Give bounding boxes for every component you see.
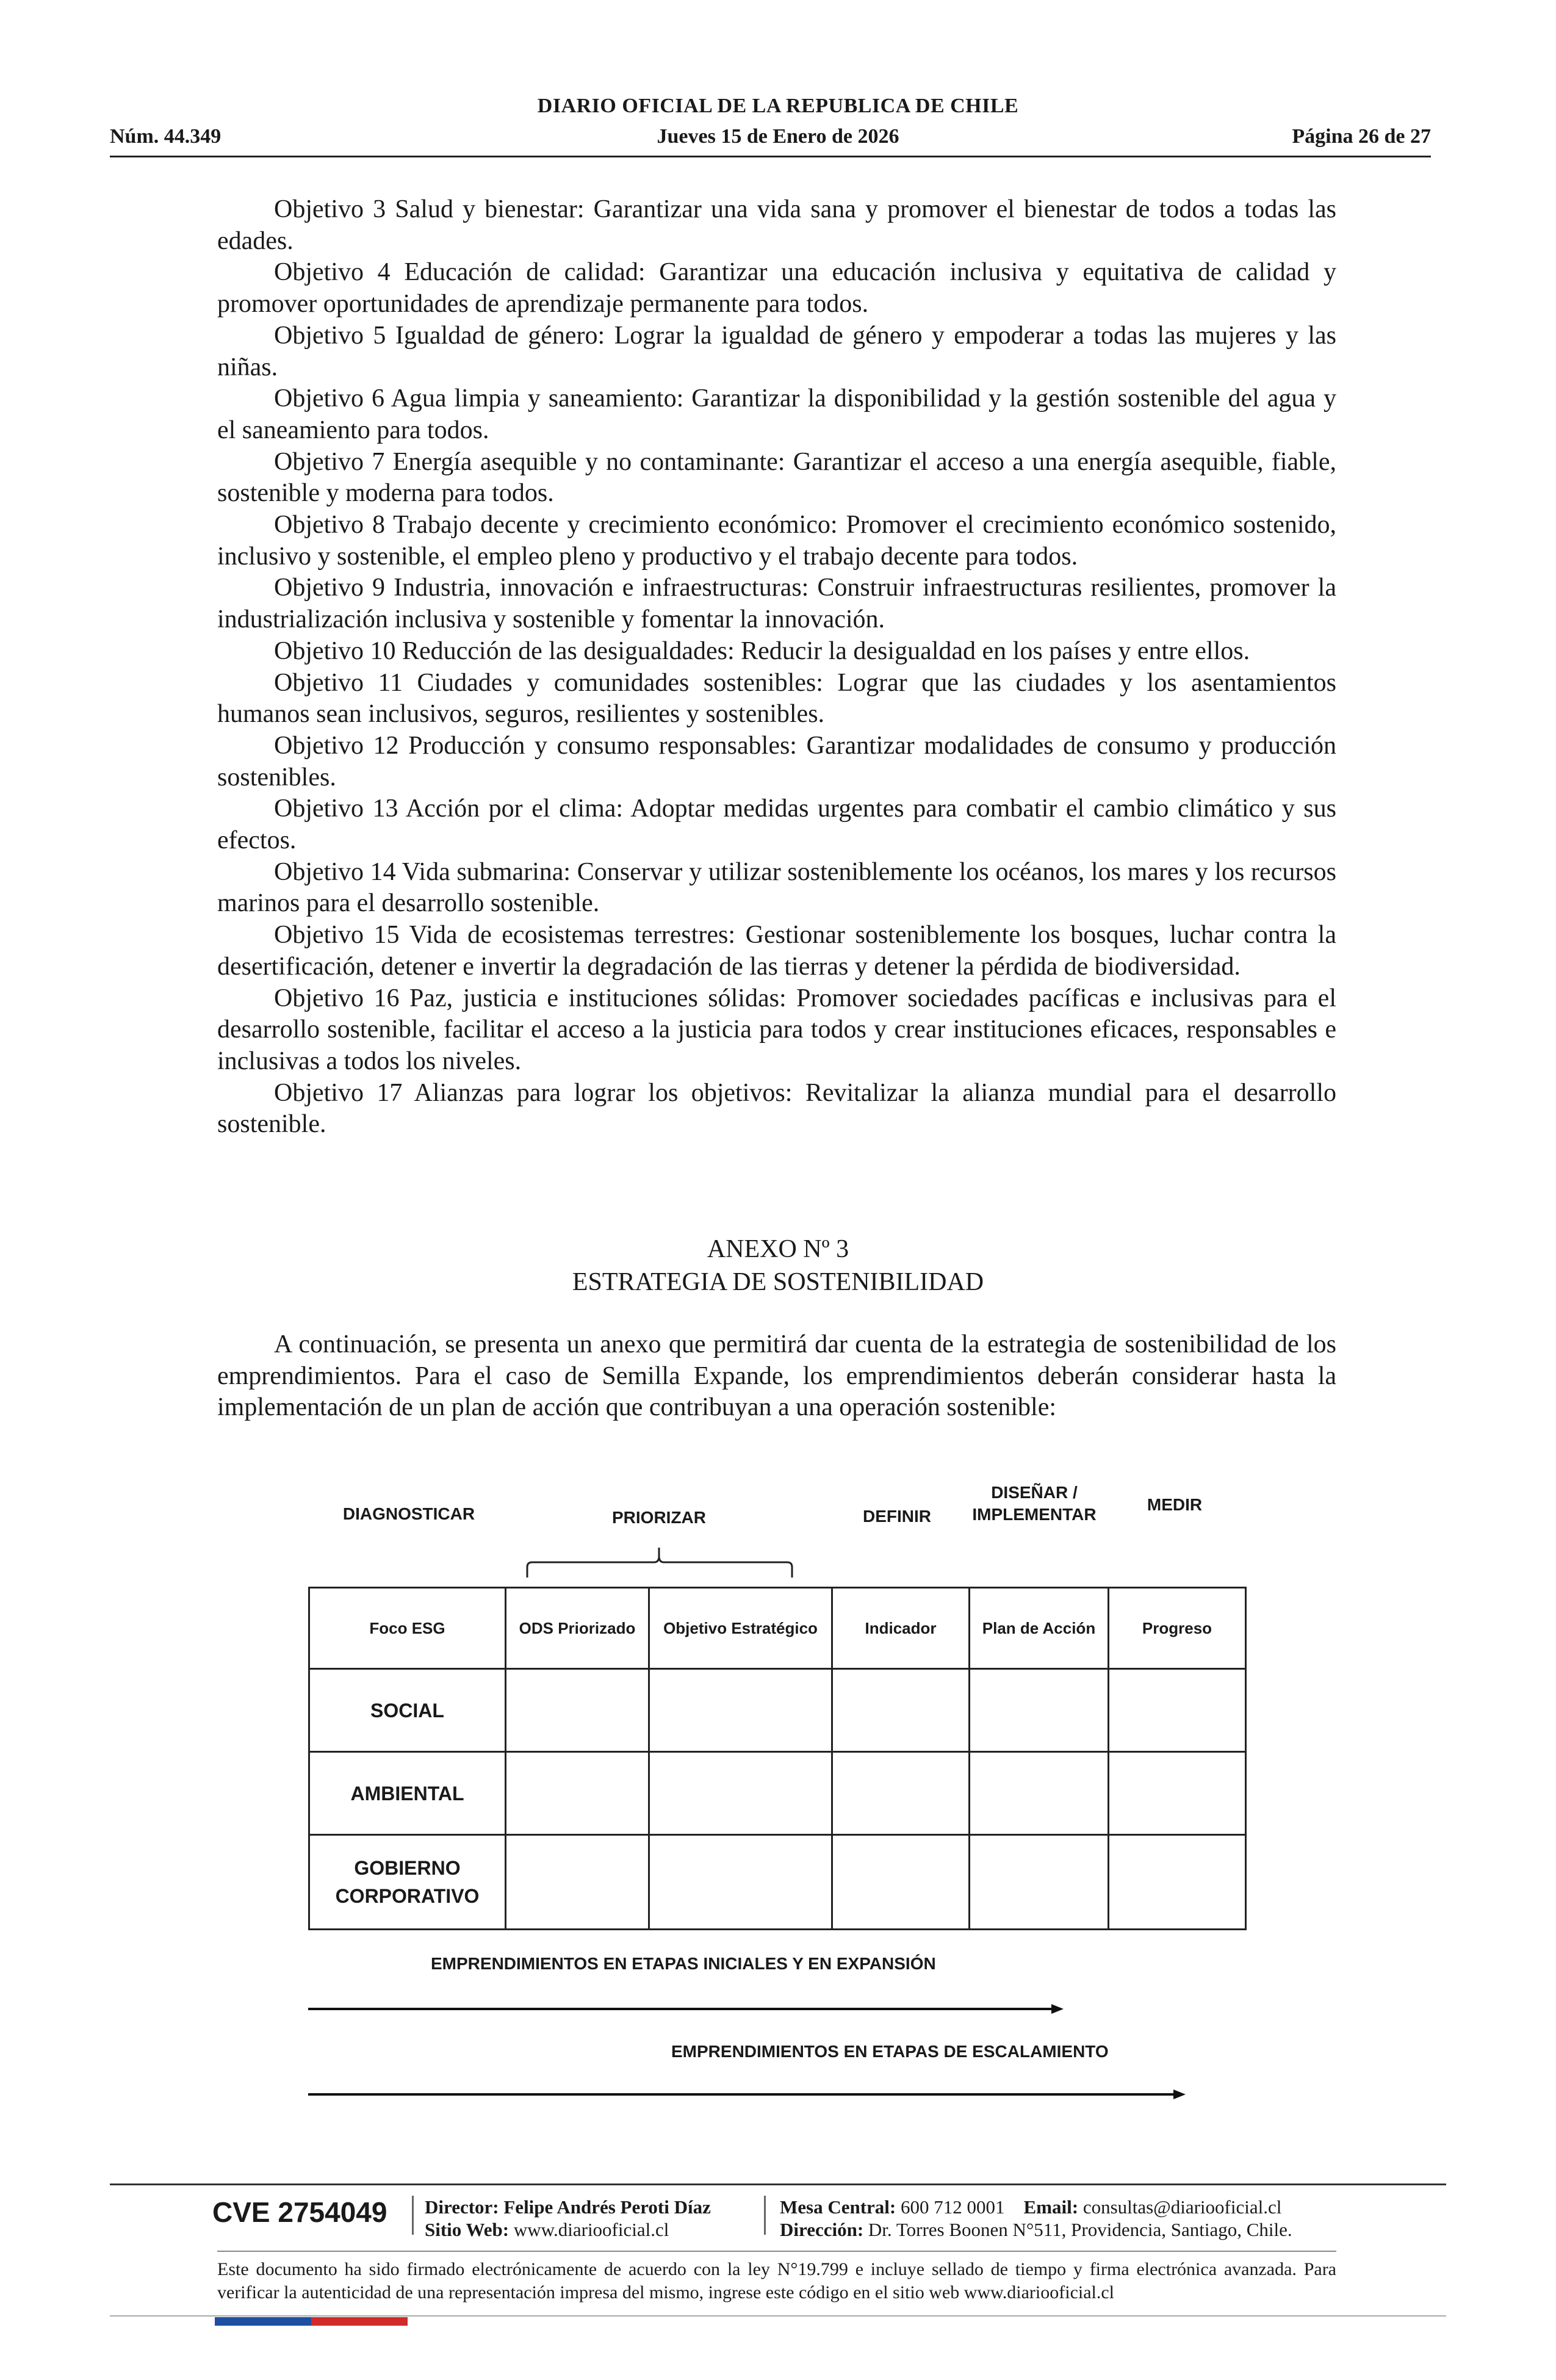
footer-contact-block bbox=[780, 2196, 1292, 2241]
table-cell bbox=[1109, 1835, 1246, 1930]
objective-paragraph: Objetivo 9 Industria, innovación e infraestructuras: Construir infraestructuras resilientes, promover la industrialización inclusiva y sostenible y fomentar la innovación. bbox=[217, 574, 1336, 634]
column-header: Progreso bbox=[1109, 1588, 1246, 1669]
table-cell bbox=[1109, 1669, 1246, 1752]
annex-number: ANEXO Nº 3 bbox=[707, 1235, 849, 1263]
gazette-title: DIARIO OFICIAL DE LA REPUBLICA DE CHILE bbox=[537, 95, 1019, 117]
mesa-label: Mesa Central: bbox=[780, 2196, 896, 2218]
footer-divider bbox=[110, 2315, 1446, 2317]
web-label: Sitio Web: bbox=[425, 2219, 510, 2240]
email-link[interactable]: consultas@diariooficial.cl bbox=[1082, 2196, 1282, 2218]
stage-disenar bbox=[958, 1482, 1111, 1526]
column-header: Foco ESG bbox=[309, 1588, 506, 1669]
row-label: SOCIAL bbox=[309, 1669, 506, 1752]
objective-paragraph: Objetivo 7 Energía asequible y no contaminante: Garantizar el acceso a una energía asequible, fiable, sostenible y moderna para todos. bbox=[217, 447, 1336, 508]
footer-separator bbox=[764, 2196, 766, 2235]
table-cell bbox=[506, 1752, 649, 1835]
mesa-phone: 600 712 0001 bbox=[901, 2196, 1005, 2218]
objective-paragraph: Objetivo 12 Producción y consumo responsables: Garantizar modalidades de consumo y producción sostenibles. bbox=[217, 731, 1336, 792]
objective-paragraph: Objetivo 15 Vida de ecosistemas terrestres: Gestionar sosteniblemente los bosques, luchar contra la desertificación, detener e invertir la degradación de las tierras y detener la pérdida de biodiversidad. bbox=[217, 921, 1336, 981]
table-header-row bbox=[309, 1588, 1246, 1669]
legal-notice: Este documento ha sido firmado electrónicamente de acuerdo con la ley N°19.799 e incluye sellado de tiempo y firma electrónica avanzada. Para verificar la autenticidad de una representación impresa del mismo, ingrese este código en el sitio web www.diariooficial.cl bbox=[217, 2259, 1336, 2302]
row-label bbox=[309, 1835, 506, 1930]
stage-priorizar: PRIORIZAR bbox=[612, 1508, 706, 1527]
strategy-table bbox=[308, 1587, 1247, 1930]
table-cell bbox=[832, 1835, 970, 1930]
header-divider bbox=[110, 156, 1431, 157]
annex-heading bbox=[0, 1233, 1556, 1299]
email-label: Email: bbox=[1023, 2196, 1079, 2218]
objective-paragraph: Objetivo 10 Reducción de las desigualdades: Reducir la desigualdad en los países y entre ellos. bbox=[274, 636, 1250, 665]
table-cell bbox=[970, 1752, 1109, 1835]
objectives-list bbox=[217, 194, 1336, 1141]
table-cell bbox=[832, 1669, 970, 1752]
column-header: ODS Priorizado bbox=[506, 1588, 649, 1669]
arrow-label-initial: EMPRENDIMIENTOS EN ETAPAS INICIALES Y EN EXPANSIÓN bbox=[431, 1954, 936, 1973]
web-link[interactable]: www.diariooficial.cl bbox=[513, 2219, 669, 2240]
director-name: Felipe Andrés Peroti Díaz bbox=[503, 2196, 711, 2218]
issue-date: Jueves 15 de Enero de 2026 bbox=[657, 125, 899, 148]
objective-paragraph: Objetivo 8 Trabajo decente y crecimiento económico: Promover el crecimiento económico sostenido, inclusivo y sostenible, el empleo pleno y productivo y el trabajo decente para todos. bbox=[217, 511, 1336, 571]
table-cell bbox=[649, 1835, 832, 1930]
row-label-line: CORPORATIVO bbox=[335, 1885, 480, 1907]
stage-disenar-line1: DISEÑAR / bbox=[991, 1483, 1078, 1502]
annex-title: ESTRATEGIA DE SOSTENIBILIDAD bbox=[572, 1268, 984, 1296]
priorizar-bracket bbox=[526, 1544, 794, 1581]
issue-number: Núm. 44.349 bbox=[110, 125, 222, 148]
table-cell bbox=[1109, 1752, 1246, 1835]
page-indicator: Página 26 de 27 bbox=[1292, 125, 1431, 148]
arrow-label-scaling: EMPRENDIMIENTOS EN ETAPAS DE ESCALAMIENTO bbox=[671, 2042, 1109, 2061]
table-cell bbox=[970, 1835, 1109, 1930]
stage-disenar-line2: IMPLEMENTAR bbox=[972, 1505, 1097, 1524]
table-cell bbox=[970, 1669, 1109, 1752]
column-header: Plan de Acción bbox=[970, 1588, 1109, 1669]
stage-medir: MEDIR bbox=[1147, 1495, 1203, 1514]
footer-separator bbox=[412, 2196, 414, 2235]
table-cell bbox=[832, 1752, 970, 1835]
objective-paragraph: Objetivo 3 Salud y bienestar: Garantizar una vida sana y promover el bienestar de todos a todas las edades. bbox=[217, 195, 1336, 255]
table-cell bbox=[506, 1835, 649, 1930]
table-cell bbox=[649, 1669, 832, 1752]
objective-paragraph: Objetivo 13 Acción por el clima: Adoptar medidas urgentes para combatir el cambio climático y sus efectos. bbox=[217, 795, 1336, 855]
arrow-scaling bbox=[308, 2087, 1187, 2102]
objective-paragraph: Objetivo 16 Paz, justicia e instituciones sólidas: Promover sociedades pacíficas e inclusivas para el desarrollo sostenible, facilitar el acceso a la justicia para todos y crear instituciones eficaces, responsables e inclusivas a todos los niveles. bbox=[217, 984, 1336, 1075]
flag-stripe-red bbox=[311, 2317, 408, 2326]
objective-paragraph: Objetivo 5 Igualdad de género: Lograr la igualdad de género y empoderar a todas las mujeres y las niñas. bbox=[217, 321, 1336, 381]
address-value: Dr. Torres Boonen N°511, Providencia, Santiago, Chile. bbox=[868, 2219, 1292, 2240]
arrow-initial bbox=[308, 2002, 1065, 2016]
objective-paragraph: Objetivo 6 Agua limpia y saneamiento: Garantizar la disponibilidad y la gestión sostenible del agua y el saneamiento para todos. bbox=[217, 384, 1336, 444]
footer-divider bbox=[217, 2251, 1336, 2252]
row-label: AMBIENTAL bbox=[309, 1752, 506, 1835]
column-header: Objetivo Estratégico bbox=[649, 1588, 832, 1669]
row-label-line: GOBIERNO bbox=[354, 1857, 461, 1879]
table-row bbox=[309, 1669, 1246, 1752]
footer-divider bbox=[110, 2183, 1446, 2185]
table-cell bbox=[506, 1669, 649, 1752]
footer-director-block bbox=[425, 2196, 711, 2241]
objective-paragraph: Objetivo 14 Vida submarina: Conservar y utilizar sosteniblemente los océanos, los mares y los recursos marinos para el desarrollo sostenible. bbox=[217, 857, 1336, 918]
address-label: Dirección: bbox=[780, 2219, 864, 2240]
annex-intro: A continuación, se presenta un anexo que permitirá dar cuenta de la estrategia de sostenibilidad de los emprendimientos. Para el caso de Semilla Expande, los emprendimientos deberán considerar hasta la implementación de un plan de acción que contribuyan a una operación sostenible: bbox=[217, 1330, 1336, 1422]
stage-definir: DEFINIR bbox=[863, 1507, 931, 1526]
table-row bbox=[309, 1752, 1246, 1835]
cve-code: CVE 2754049 bbox=[212, 2196, 387, 2228]
stage-diagnosticar: DIAGNOSTICAR bbox=[342, 1504, 475, 1523]
table-row bbox=[309, 1835, 1246, 1930]
director-label: Director: bbox=[425, 2196, 499, 2218]
objective-paragraph: Objetivo 17 Alianzas para lograr los objetivos: Revitalizar la alianza mundial para el desarrollo sostenible. bbox=[217, 1078, 1336, 1139]
objective-paragraph: Objetivo 4 Educación de calidad: Garantizar una educación inclusiva y equitativa de calidad y promover oportunidades de aprendizaje permanente para todos. bbox=[217, 258, 1336, 319]
flag-stripe-blue bbox=[215, 2317, 311, 2326]
column-header: Indicador bbox=[832, 1588, 970, 1669]
table-cell bbox=[649, 1752, 832, 1835]
objective-paragraph: Objetivo 11 Ciudades y comunidades sostenibles: Lograr que las ciudades y los asentamientos humanos sean inclusivos, seguros, resilientes y sostenibles. bbox=[217, 668, 1336, 729]
